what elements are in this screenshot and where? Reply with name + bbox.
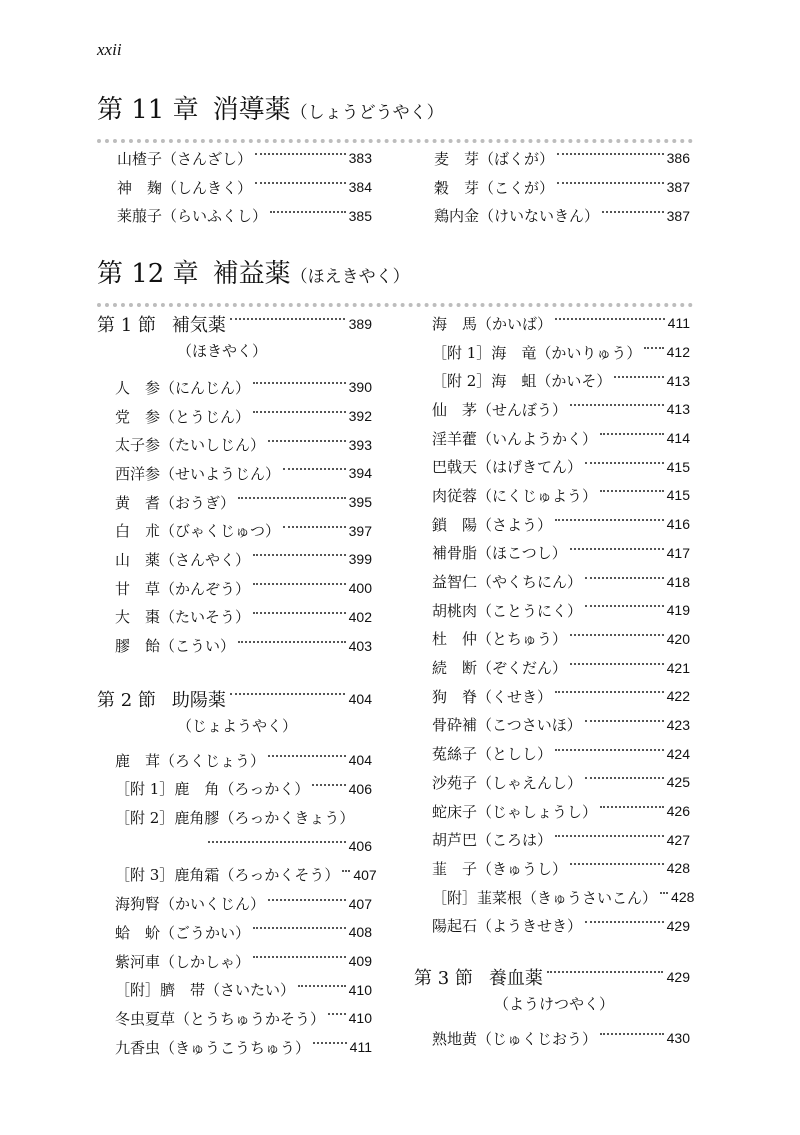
toc-entry <box>432 911 690 940</box>
entry-annex-label: ［附］ <box>432 888 478 907</box>
toc-entry <box>432 567 690 596</box>
entry-name: 山楂子 <box>117 149 163 168</box>
chapter-11-right-column <box>434 144 690 230</box>
entry-page: 387 <box>666 179 690 196</box>
section-reading: （じょようやく） <box>177 716 298 735</box>
dot-leader <box>557 182 664 184</box>
section-1-list <box>97 373 372 660</box>
entry-name: 穀 芽 <box>434 178 480 197</box>
toc-entry <box>115 430 372 459</box>
toc-entry <box>432 539 690 568</box>
entry-reading: （ぞくだん） <box>477 659 568 678</box>
entry-page: 408 <box>348 924 372 941</box>
dot-leader <box>600 433 664 435</box>
entry-name: 莱菔子 <box>117 207 163 226</box>
toc-entry <box>432 338 690 367</box>
entry-name: 益智仁 <box>432 573 478 592</box>
dot-leader <box>644 347 663 349</box>
entry-reading: （ごうかい） <box>160 923 251 942</box>
dot-leader <box>230 693 345 695</box>
entry-name: 海 蛆 <box>491 372 537 391</box>
toc-entry <box>432 854 690 883</box>
entry-reading: （じゃしょうし） <box>477 802 598 821</box>
dot-leader <box>312 784 345 786</box>
chapter-12-header <box>97 258 693 307</box>
section-2-list <box>97 746 377 1062</box>
section-name: 補気薬 <box>171 315 226 336</box>
entry-page: 399 <box>348 551 372 568</box>
toc-entry <box>115 488 372 517</box>
section-reading: （ようけつやく） <box>494 995 615 1014</box>
dot-leader <box>255 153 346 155</box>
dot-leader <box>600 1033 664 1035</box>
dot-leader <box>298 985 346 987</box>
toc-entry <box>432 395 690 424</box>
entry-reading: （しんきく） <box>162 178 253 197</box>
dot-leader <box>268 755 346 757</box>
chapter-label: 第 12 章 <box>97 259 199 289</box>
dot-leader <box>253 612 346 614</box>
entry-reading: （ことうにく） <box>477 601 583 620</box>
entry-name: 鎖 陽 <box>432 515 478 534</box>
section-3-heading <box>414 962 690 992</box>
toc-entry <box>115 631 372 660</box>
dot-leader <box>253 554 346 556</box>
toc-entry <box>432 452 690 481</box>
entry-page: 413 <box>666 401 690 418</box>
toc-entry <box>115 975 372 1004</box>
dot-leader <box>602 211 664 213</box>
entry-reading: （さよう） <box>477 515 553 534</box>
dot-leader <box>570 634 664 636</box>
entry-page: 383 <box>348 150 372 167</box>
section-1-heading <box>97 309 372 339</box>
dot-leader <box>570 548 664 550</box>
entry-reading: （ろっかくきょう） <box>219 809 355 828</box>
chapter-12-right-column <box>414 309 695 1053</box>
entry-page: 415 <box>666 487 690 504</box>
entry-name: 海狗腎 <box>115 895 161 914</box>
dot-leader <box>585 921 664 923</box>
entry-page: 422 <box>666 688 690 705</box>
toc-entry <box>115 746 372 775</box>
entry-name: 太子参 <box>115 436 161 455</box>
entry-name: 大 棗 <box>115 608 161 627</box>
entry-name: 白 朮 <box>115 522 161 541</box>
dot-leader <box>660 892 668 894</box>
toc-entry <box>115 574 372 603</box>
entry-reading: （にくじゅよう） <box>477 486 598 505</box>
dot-leader <box>230 318 345 320</box>
section-page: 404 <box>348 690 372 707</box>
entry-name: 鹿 茸 <box>115 751 161 770</box>
toc-entry <box>432 797 690 826</box>
dot-leader <box>283 526 346 528</box>
dot-leader <box>253 927 346 929</box>
entry-reading: （としし） <box>477 745 553 764</box>
entry-reading: （びゃくじゅつ） <box>160 522 281 541</box>
entry-reading: （いんようかく） <box>477 429 598 448</box>
entry-reading: （ばくが） <box>479 149 555 168</box>
entry-reading: （こくが） <box>479 178 555 197</box>
entry-page: 413 <box>666 372 690 389</box>
dot-leader <box>585 462 664 464</box>
entry-reading: （せんぼう） <box>477 400 568 419</box>
entry-page: 412 <box>666 344 690 361</box>
toc-entry <box>432 510 690 539</box>
entry-page: 403 <box>348 637 372 654</box>
dot-leader <box>585 720 664 722</box>
toc-entry <box>115 775 372 804</box>
dot-leader <box>268 440 346 442</box>
toc-entry <box>434 201 690 230</box>
entry-reading: （きゅうさいこん） <box>522 888 658 907</box>
entry-annex-label: ［附］ <box>115 981 161 1000</box>
entry-page: 406 <box>348 838 372 855</box>
entry-page: 430 <box>666 1030 690 1047</box>
entry-annex-label: ［附 2］ <box>115 809 175 828</box>
entry-name: 熟地黄 <box>432 1029 478 1048</box>
entry-reading: （おうぎ） <box>160 493 236 512</box>
entry-name: 冬虫夏草 <box>115 1009 176 1028</box>
entry-name: 鹿角膠 <box>174 809 220 828</box>
entry-name: 麦 芽 <box>434 149 480 168</box>
entry-reading: （ようきせき） <box>477 917 583 936</box>
entry-reading: （ろっかく） <box>219 780 310 799</box>
dot-leader <box>342 870 350 872</box>
chapter-11-left-column <box>117 144 372 230</box>
entry-reading: （とうじん） <box>160 407 251 426</box>
entry-name: 狗 脊 <box>432 687 478 706</box>
entry-reading: （やくちにん） <box>477 573 583 592</box>
dot-leader <box>253 382 346 384</box>
toc-entry <box>432 625 690 654</box>
dot-leader <box>570 863 664 865</box>
toc-entry <box>115 861 377 890</box>
entry-name: 紫河車 <box>115 952 161 971</box>
toc-entry <box>432 424 690 453</box>
dot-leader <box>585 577 664 579</box>
entry-name: 補骨脂 <box>432 544 478 563</box>
entry-reading: （とちゅう） <box>477 630 568 649</box>
entry-page: 392 <box>348 408 372 425</box>
entry-reading: （はげきてん） <box>477 458 583 477</box>
entry-page: 415 <box>666 458 690 475</box>
entry-name: 韮菜根 <box>477 888 523 907</box>
chapter-reading: （ほえきやく） <box>290 267 410 287</box>
entry-reading: （さんざし） <box>162 149 253 168</box>
entry-name: 仙 茅 <box>432 400 478 419</box>
section-label: 第 3 節 <box>414 968 473 990</box>
entry-reading: （こつさいほ） <box>477 716 582 735</box>
entry-name: 沙苑子 <box>432 773 478 792</box>
toc-entry <box>117 201 372 230</box>
chapter-name: 消導薬 <box>212 95 291 125</box>
entry-page: 397 <box>348 522 372 539</box>
entry-name: 黄 耆 <box>115 493 161 512</box>
dot-leader <box>585 605 664 607</box>
toc-entry <box>432 768 690 797</box>
section-label: 第 2 節 <box>97 689 156 711</box>
entry-reading: （ろっかくそう） <box>219 866 340 885</box>
dot-leader <box>557 153 664 155</box>
entry-reading: （とうちゅうかそう） <box>175 1009 326 1028</box>
toc-entry <box>115 918 372 947</box>
entry-reading: （かいば） <box>477 314 553 333</box>
entry-page: 416 <box>666 516 690 533</box>
toc-entry <box>434 173 690 202</box>
dot-leader <box>555 691 664 693</box>
toc-entry <box>115 603 372 632</box>
entry-name: 海 馬 <box>432 314 478 333</box>
entry-page: 419 <box>666 602 690 619</box>
page-number: xxii <box>97 40 122 59</box>
entry-name: 骨砕補 <box>432 716 478 735</box>
entry-page: 400 <box>348 580 372 597</box>
dot-leader <box>268 899 346 901</box>
dot-leader <box>253 956 346 958</box>
toc-entry <box>432 682 690 711</box>
toc-entry <box>432 825 690 854</box>
entry-page: 420 <box>666 630 690 647</box>
entry-page: 410 <box>348 981 372 998</box>
entry-reading: （さんやく） <box>160 550 251 569</box>
entry-page: 414 <box>666 430 690 447</box>
entry-name: 杜 仲 <box>432 630 478 649</box>
entry-page: 428 <box>666 860 690 877</box>
toc-entry <box>432 1024 690 1053</box>
entry-name: 臍 帯 <box>160 981 206 1000</box>
toc-entry <box>115 459 372 488</box>
entry-name: 胡桃肉 <box>432 601 478 620</box>
toc-entry <box>432 309 690 338</box>
section-label: 第 1 節 <box>97 315 156 336</box>
entry-page: 386 <box>666 150 690 167</box>
entry-page: 424 <box>666 745 690 762</box>
entry-name: 甘 草 <box>115 579 161 598</box>
chapter-reading: （しょうどうやく） <box>290 103 444 123</box>
entry-name: 蛇床子 <box>432 802 478 821</box>
chapter-title <box>97 94 693 129</box>
entry-reading: （きゅうこうちゅう） <box>160 1038 311 1057</box>
entry-reading: （かんぞう） <box>160 579 251 598</box>
entry-annex-label: ［附 1］ <box>432 343 492 362</box>
entry-page: 390 <box>348 379 372 396</box>
entry-page: 404 <box>348 752 372 769</box>
dot-leader <box>600 490 664 492</box>
entry-name: 鹿角霜 <box>174 866 220 885</box>
section-3-list <box>414 1024 690 1053</box>
entry-name: 蛤 蚧 <box>115 923 161 942</box>
entry-annex-label: ［附 2］ <box>432 372 492 391</box>
section-page: 429 <box>666 969 690 986</box>
entry-page: 384 <box>348 179 372 196</box>
entry-reading: （しかしゃ） <box>160 952 251 971</box>
dot-leader <box>328 1013 346 1015</box>
entry-page: 425 <box>666 774 690 791</box>
toc-entry <box>117 173 372 202</box>
entry-reading: （けいないきん） <box>479 207 600 226</box>
toc-entry <box>115 1033 372 1062</box>
entry-name: 韮 子 <box>432 859 478 878</box>
chapter-11-header <box>97 94 693 143</box>
entry-name: 党 参 <box>115 407 161 426</box>
entry-page: 421 <box>666 659 690 676</box>
toc-entry <box>432 711 690 740</box>
toc-entry <box>432 481 690 510</box>
dot-leader <box>555 318 665 320</box>
chapter-label: 第 11 章 <box>97 95 199 125</box>
toc-entry <box>115 545 372 574</box>
entry-page: 393 <box>348 436 372 453</box>
entry-annex-label: ［附 1］ <box>115 780 175 799</box>
toc-entry <box>115 373 372 402</box>
chapter-name: 補益薬 <box>212 259 291 289</box>
entry-reading: （ろくじょう） <box>160 751 266 770</box>
entry-name: 山 薬 <box>115 550 161 569</box>
dot-leader <box>253 583 346 585</box>
dot-leader <box>270 211 346 213</box>
entry-name: 続 断 <box>432 659 478 678</box>
entry-page: 395 <box>348 494 372 511</box>
dot-leader <box>313 1042 347 1044</box>
entry-page: 387 <box>666 207 690 224</box>
dot-leader <box>570 404 664 406</box>
entry-page: 427 <box>666 831 690 848</box>
section-name: 助陽薬 <box>171 689 226 711</box>
entry-reading: （くせき） <box>477 687 553 706</box>
entry-name: 人 参 <box>115 378 161 397</box>
dot-leader <box>208 841 346 843</box>
dot-leader <box>283 468 346 470</box>
dot-leader <box>555 749 664 751</box>
entry-name: 鶏内金 <box>434 207 480 226</box>
entry-name: 胡芦巴 <box>432 831 478 850</box>
dot-leader <box>238 497 346 499</box>
entry-page: 411 <box>667 315 690 332</box>
entry-reading: （たいしじん） <box>160 436 266 455</box>
entry-page: 426 <box>666 803 690 820</box>
dot-leader <box>555 835 664 837</box>
entry-name: 九香虫 <box>115 1038 161 1057</box>
chapter-title <box>97 258 693 293</box>
entry-page: 402 <box>348 608 372 625</box>
entry-page: 407 <box>348 895 372 912</box>
entry-name: 海 竜 <box>491 343 537 362</box>
entry-name: 膠 飴 <box>115 637 161 656</box>
toc-entry <box>115 516 372 545</box>
entry-page: 409 <box>348 953 372 970</box>
entry-reading: （かいくじん） <box>160 895 266 914</box>
toc-entry <box>432 883 695 912</box>
dot-leader <box>238 641 346 643</box>
entry-name: 神 麹 <box>117 178 163 197</box>
entry-reading: （たいそう） <box>160 608 251 627</box>
toc-entry <box>432 596 690 625</box>
section-name: 養血薬 <box>488 968 543 990</box>
chapter-divider <box>97 303 693 307</box>
entry-reading: （かいりゅう） <box>536 343 642 362</box>
toc-entry <box>117 144 372 173</box>
toc-entry <box>115 1004 372 1033</box>
chapter-12-left-column <box>97 309 377 1061</box>
entry-reading: （ころは） <box>477 831 553 850</box>
entry-name: 巴戟天 <box>432 458 478 477</box>
dot-leader <box>547 971 663 973</box>
dot-leader <box>255 182 346 184</box>
entry-reading: （しゃえんし） <box>477 773 583 792</box>
entry-reading: （せいようじん） <box>160 464 281 483</box>
section-2-heading <box>97 684 372 714</box>
entry-page: 417 <box>666 544 690 561</box>
entry-name: 肉従蓉 <box>432 486 478 505</box>
entry-page: 428 <box>671 889 695 906</box>
entry-reading: （らいふくし） <box>162 207 268 226</box>
entry-page: 394 <box>348 465 372 482</box>
toc-entry <box>115 947 372 976</box>
entry-page: 418 <box>666 573 690 590</box>
toc-entry <box>115 889 372 918</box>
entry-page: 429 <box>666 917 690 934</box>
entry-reading: （かいそ） <box>536 372 612 391</box>
entry-page: 385 <box>348 207 372 224</box>
entry-reading: （さいたい） <box>205 981 296 1000</box>
entry-page: 410 <box>348 1010 372 1027</box>
dot-leader <box>555 519 664 521</box>
entry-name: 陽起石 <box>432 917 478 936</box>
dot-leader <box>570 663 664 665</box>
right-list <box>414 309 695 940</box>
section-page: 389 <box>348 316 372 332</box>
entry-page: 423 <box>666 716 690 733</box>
section-reading: （ほきやく） <box>177 342 268 360</box>
entry-reading: （にんじん） <box>160 378 251 397</box>
toc-entry <box>432 653 690 682</box>
dot-leader <box>253 411 346 413</box>
dot-leader <box>614 376 663 378</box>
toc-entry <box>434 144 690 173</box>
toc-entry <box>432 366 690 395</box>
toc-entry-continuation <box>115 832 372 861</box>
entry-reading: （きゅうし） <box>477 859 568 878</box>
chapter-divider <box>97 139 693 143</box>
dot-leader <box>585 777 664 779</box>
entry-reading: （こうい） <box>160 637 236 656</box>
entry-name: 菟絲子 <box>432 745 478 764</box>
entry-page: 407 <box>353 866 377 883</box>
entry-name: 西洋参 <box>115 464 161 483</box>
dot-leader <box>600 806 664 808</box>
entry-page: 411 <box>349 1039 372 1056</box>
entry-reading: （じゅくじおう） <box>477 1029 598 1048</box>
entry-page: 406 <box>348 780 372 797</box>
toc-entry <box>115 402 372 431</box>
entry-name: 鹿 角 <box>174 780 220 799</box>
toc-entry <box>115 803 372 832</box>
entry-reading: （ほこつし） <box>477 544 567 563</box>
entry-annex-label: ［附 3］ <box>115 866 175 885</box>
entry-name: 淫羊藿 <box>432 429 478 448</box>
toc-entry <box>432 739 690 768</box>
